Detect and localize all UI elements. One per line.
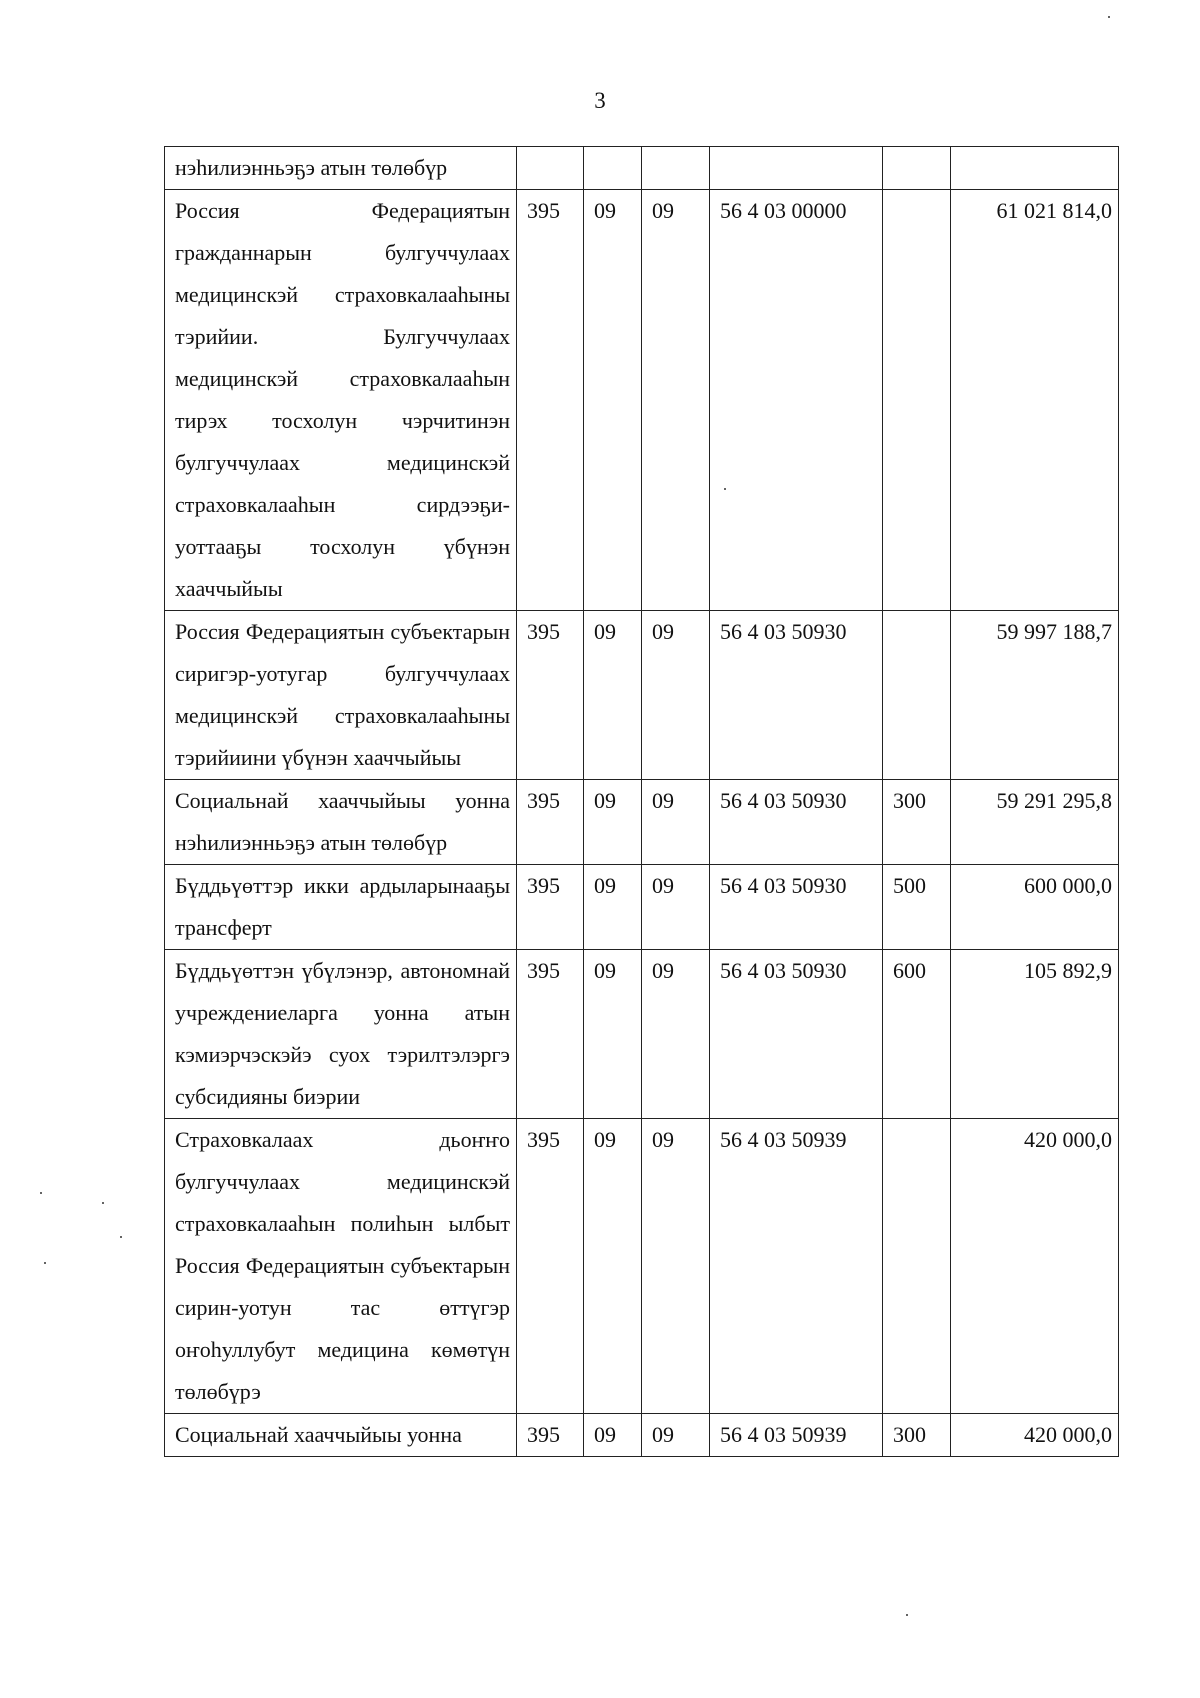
row-section-code: 09 <box>584 780 642 865</box>
row-gl-code <box>517 147 584 190</box>
row-name: Бүддьүөттэн үбүлэнэр, автономнай учреждениеларга уонна атын кэмиэрчэскэйэ суох тэрилтэлэргэ субсидияны биэрии <box>165 950 517 1119</box>
row-expense-type: 500 <box>883 865 951 950</box>
row-target-code: 56 4 03 50930 <box>710 950 883 1119</box>
table-row <box>165 190 1119 611</box>
page-number: 3 <box>594 88 606 113</box>
row-subsection-code: 09 <box>642 190 710 611</box>
scan-speck <box>724 488 726 490</box>
row-name: нэһилиэнньэҕэ атын төлөбүр <box>165 147 517 190</box>
table-row <box>165 611 1119 780</box>
row-section-code: 09 <box>584 190 642 611</box>
row-subsection-code <box>642 147 710 190</box>
row-section-code: 09 <box>584 950 642 1119</box>
table-row <box>165 1414 1119 1457</box>
row-amount: 61 021 814,0 <box>951 190 1119 611</box>
row-amount: 420 000,0 <box>951 1119 1119 1414</box>
row-subsection-code: 09 <box>642 1119 710 1414</box>
row-target-code: 56 4 03 00000 <box>710 190 883 611</box>
row-gl-code: 395 <box>517 1414 584 1457</box>
table-row <box>165 950 1119 1119</box>
table-row <box>165 780 1119 865</box>
row-expense-type: 600 <box>883 950 951 1119</box>
row-amount <box>951 147 1119 190</box>
row-name: Страховкалаах дьоҥҥо булгуччулаах медицинскэй страховкалааһын полиһын ылбыт Россия Федерациятын субъектарын сирин-уотун тас өттүгэр оҥоһуллубут медицина көмөтүн төлөбүрэ <box>165 1119 517 1414</box>
row-expense-type <box>883 147 951 190</box>
row-expense-type <box>883 611 951 780</box>
row-amount: 420 000,0 <box>951 1414 1119 1457</box>
row-target-code: 56 4 03 50939 <box>710 1414 883 1457</box>
row-expense-type <box>883 190 951 611</box>
row-gl-code: 395 <box>517 865 584 950</box>
row-target-code: 56 4 03 50930 <box>710 611 883 780</box>
row-gl-code: 395 <box>517 611 584 780</box>
scan-speck <box>1108 16 1110 18</box>
row-target-code: 56 4 03 50930 <box>710 780 883 865</box>
row-target-code: 56 4 03 50930 <box>710 865 883 950</box>
row-expense-type: 300 <box>883 780 951 865</box>
row-target-code <box>710 147 883 190</box>
row-amount: 59 997 188,7 <box>951 611 1119 780</box>
scan-speck <box>44 1262 46 1264</box>
row-gl-code: 395 <box>517 780 584 865</box>
row-amount: 600 000,0 <box>951 865 1119 950</box>
row-amount: 105 892,9 <box>951 950 1119 1119</box>
row-name: Россия Федерациятын субъектарын сиригэр-уотугар булгуччулаах медицинскэй страховкалааһыны тэрийиини үбүнэн хааччыйыы <box>165 611 517 780</box>
table-row <box>165 1119 1119 1414</box>
row-section-code: 09 <box>584 1414 642 1457</box>
row-amount: 59 291 295,8 <box>951 780 1119 865</box>
row-subsection-code: 09 <box>642 611 710 780</box>
scan-speck <box>40 1192 42 1194</box>
row-section-code: 09 <box>584 611 642 780</box>
row-name: Социальнай хааччыйыы уонна <box>165 1414 517 1457</box>
table-row <box>165 147 1119 190</box>
row-name: Бүддьүөттэр икки ардыларынааҕы трансферт <box>165 865 517 950</box>
row-expense-type <box>883 1119 951 1414</box>
row-section-code: 09 <box>584 865 642 950</box>
budget-table <box>164 146 1119 1457</box>
row-section-code: 09 <box>584 1119 642 1414</box>
row-expense-type: 300 <box>883 1414 951 1457</box>
table-row <box>165 865 1119 950</box>
row-name: Россия Федерациятын гражданнарын булгуччулаах медицинскэй страховкалааһыны тэрийии. Булгуччулаах медицинскэй страховкалааһын тирэх тосхолун чэрчитинэн булгуччулаах медицинскэй страховкалааһын сирдээҕи-уоттааҕы тосхолун үбүнэн хааччыйыы <box>165 190 517 611</box>
scan-speck <box>906 1614 908 1616</box>
row-subsection-code: 09 <box>642 950 710 1119</box>
row-name: Социальнай хааччыйыы уонна нэһилиэнньэҕэ атын төлөбүр <box>165 780 517 865</box>
scan-speck <box>120 1236 122 1238</box>
row-section-code <box>584 147 642 190</box>
row-subsection-code: 09 <box>642 865 710 950</box>
row-target-code: 56 4 03 50939 <box>710 1119 883 1414</box>
row-gl-code: 395 <box>517 1119 584 1414</box>
row-subsection-code: 09 <box>642 780 710 865</box>
row-gl-code: 395 <box>517 950 584 1119</box>
scan-speck <box>102 1202 104 1204</box>
row-subsection-code: 09 <box>642 1414 710 1457</box>
row-gl-code: 395 <box>517 190 584 611</box>
